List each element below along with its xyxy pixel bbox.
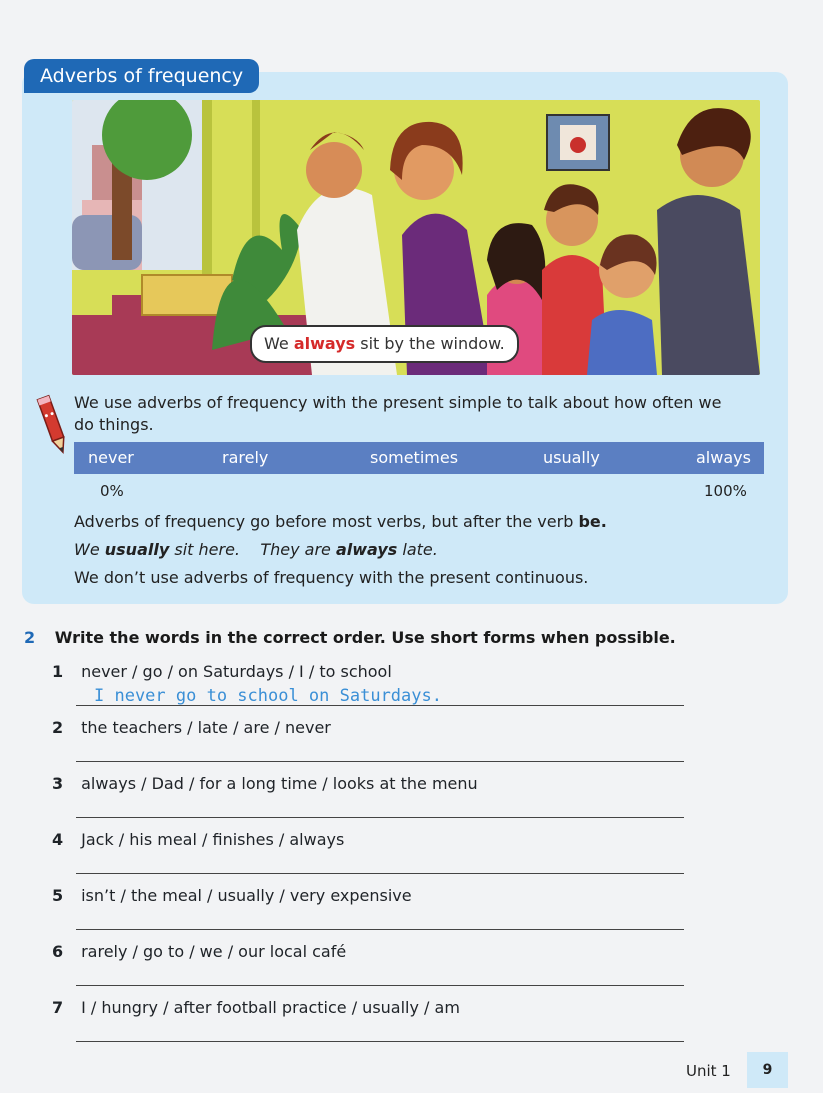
pencil-icon <box>36 392 70 458</box>
exercise-heading <box>24 628 676 647</box>
item-prompt: rarely / go to / we / our local café <box>81 942 347 961</box>
scale-always: always <box>696 448 751 467</box>
item-number: 2 <box>52 718 64 737</box>
exercise-item <box>52 886 412 905</box>
exercise-item <box>52 998 460 1017</box>
answer-line[interactable] <box>76 985 684 986</box>
example-b1: They are <box>260 540 331 559</box>
item-prompt: Jack / his meal / finishes / always <box>81 830 345 849</box>
scale-end: 100% <box>704 482 747 500</box>
exercise-item <box>52 942 346 961</box>
answer-line[interactable] <box>76 761 684 762</box>
exercise-item <box>52 718 331 737</box>
example-a3: sit here. <box>174 540 240 559</box>
speech-before: We <box>264 334 289 353</box>
exercise-item <box>52 830 344 849</box>
grammar-rule <box>74 512 607 531</box>
example-b2: always <box>335 540 398 559</box>
example-a2: usually <box>104 540 170 559</box>
scale-start: 0% <box>100 482 124 500</box>
answer-line[interactable] <box>76 705 684 706</box>
grammar-examples <box>74 540 438 559</box>
answer-line[interactable] <box>76 817 684 818</box>
exercise-item <box>52 774 478 793</box>
exercise-number: 2 <box>24 628 36 647</box>
item-number: 1 <box>52 662 64 681</box>
speech-after: sit by the window. <box>360 334 505 353</box>
answer-line[interactable] <box>76 873 684 874</box>
grammar-rule-bold: be. <box>578 512 607 531</box>
example-a1: We <box>74 540 100 559</box>
example-b3: late. <box>402 540 438 559</box>
grammar-title: Adverbs of frequency <box>24 59 259 93</box>
item-number: 3 <box>52 774 64 793</box>
item-prompt: I / hungry / after football practice / usually / am <box>81 998 460 1017</box>
item-prompt: isn’t / the meal / usually / very expensive <box>81 886 412 905</box>
answer-line[interactable] <box>76 929 684 930</box>
page-number: 9 <box>747 1052 788 1088</box>
speech-bubble <box>250 325 519 363</box>
item-prompt: never / go / on Saturdays / I / to school <box>81 662 392 681</box>
item-number: 5 <box>52 886 64 905</box>
item-prompt: the teachers / late / are / never <box>81 718 331 737</box>
item-number: 6 <box>52 942 64 961</box>
exercise-item <box>52 662 392 681</box>
scale-usually: usually <box>543 448 600 467</box>
unit-label: Unit 1 <box>686 1062 731 1080</box>
speech-highlight: always <box>293 334 356 353</box>
exercise-instruction: Write the words in the correct order. Use short forms when possible. <box>54 628 676 647</box>
scale-rarely: rarely <box>222 448 269 467</box>
grammar-note: We don’t use adverbs of frequency with the present continuous. <box>74 568 589 587</box>
answer-line[interactable] <box>76 1041 684 1042</box>
grammar-intro: We use adverbs of frequency with the present simple to talk about how often we do things. <box>74 393 722 434</box>
item-answer[interactable]: I never go to school on Saturdays. <box>94 686 442 706</box>
item-prompt: always / Dad / for a long time / looks at the menu <box>81 774 478 793</box>
item-number: 4 <box>52 830 64 849</box>
item-number: 7 <box>52 998 64 1017</box>
scale-sometimes: sometimes <box>370 448 459 467</box>
scale-never: never <box>88 448 134 467</box>
grammar-rule-text: Adverbs of frequency go before most verbs, but after the verb <box>74 512 574 531</box>
